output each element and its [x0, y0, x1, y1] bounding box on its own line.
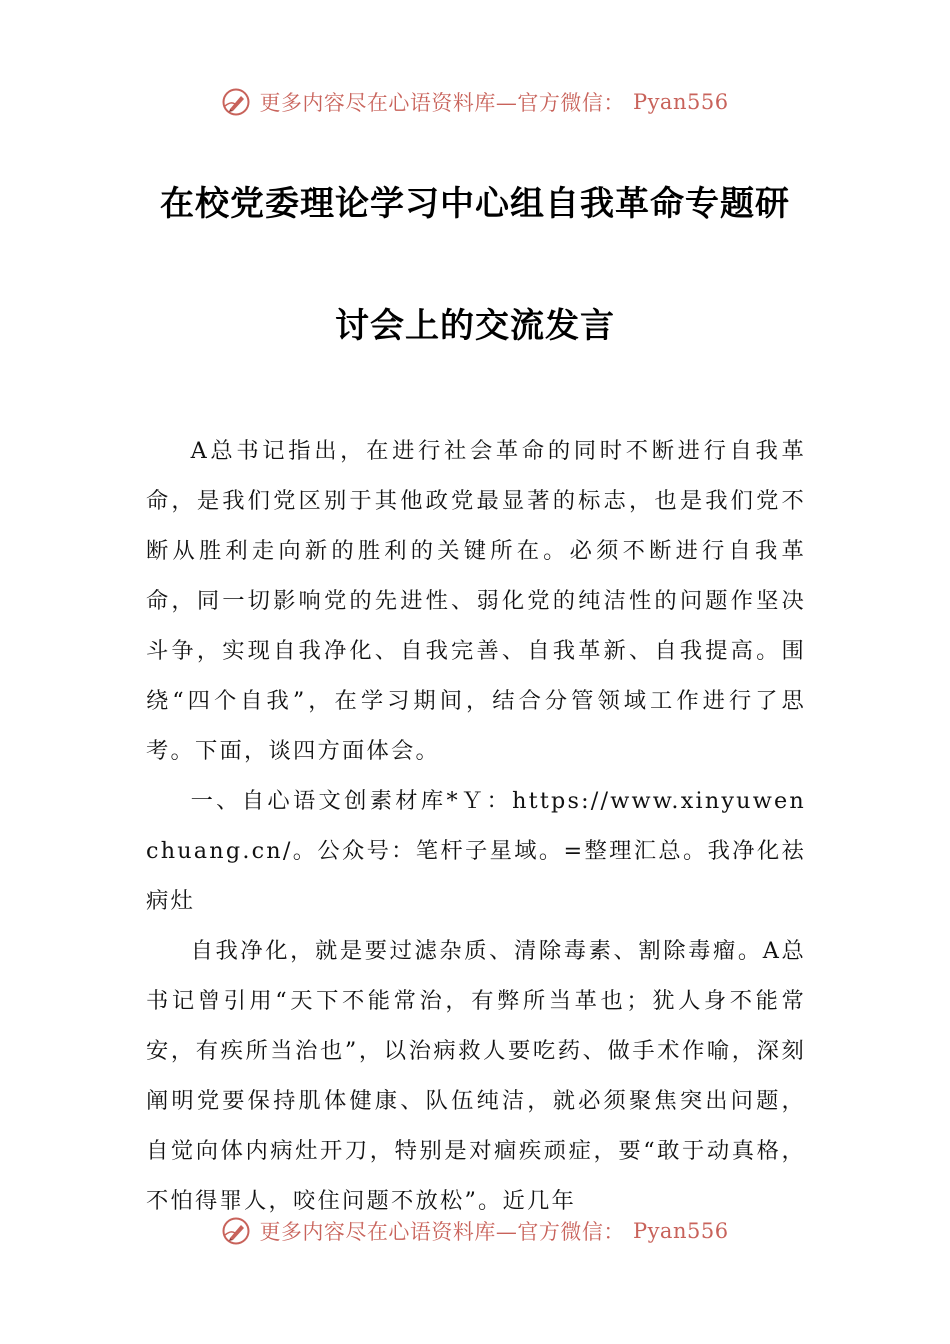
pen-logo-icon	[221, 1216, 251, 1246]
footer-banner	[0, 1211, 950, 1251]
banner-slogan: 更多内容尽在心语资料库—官方微信：	[259, 91, 625, 115]
banner-wechat-id: Pyan556	[632, 1219, 729, 1243]
banner-slogan: 更多内容尽在心语资料库—官方微信：	[259, 1220, 625, 1244]
document-body	[146, 426, 806, 1226]
page-title-line-2: 讨会上的交流发言	[335, 306, 615, 346]
header-banner	[0, 82, 950, 122]
page-title-line-1: 在校党委理论学习中心组自我革命专题研	[160, 184, 790, 224]
banner-wechat-id: Pyan556	[632, 90, 729, 114]
paragraph: 一、自心语文创素材库*Ｙ：https://www.xinyuwenchuang.cn/。公众号：笔杆子星域。=整理汇总。我净化祛病灶	[146, 788, 806, 914]
paragraph: A总书记指出，在进行社会革命的同时不断进行自我革命，是我们党区别于其他政党最显著的标志，也是我们党不断从胜利走向新的胜利的关键所在。必须不断进行自我革命，同一切影响党的先进性、弱化党的纯洁性的问题作坚决斗争，实现自我净化、自我完善、自我革新、自我提高。围绕“四个自我”，在学习期间，结合分管领域工作进行了思考。下面，谈四方面体会。	[146, 438, 806, 764]
pen-logo-icon	[221, 87, 251, 117]
paragraph: 自我净化，就是要过滤杂质、清除毒素、割除毒瘤。A总书记曾引用“天下不能常治，有弊所当革也；犹人身不能常安，有疾所当治也”，以治病救人要吃药、做手术作喻，深刻阐明党要保持肌体健康、队伍纯洁，就必须聚焦突出问题，自觉向体内病灶开刀，特别是对痼疾顽症，要“敢于动真格，不怕得罪人，咬住问题不放松”。近几年	[146, 938, 806, 1214]
